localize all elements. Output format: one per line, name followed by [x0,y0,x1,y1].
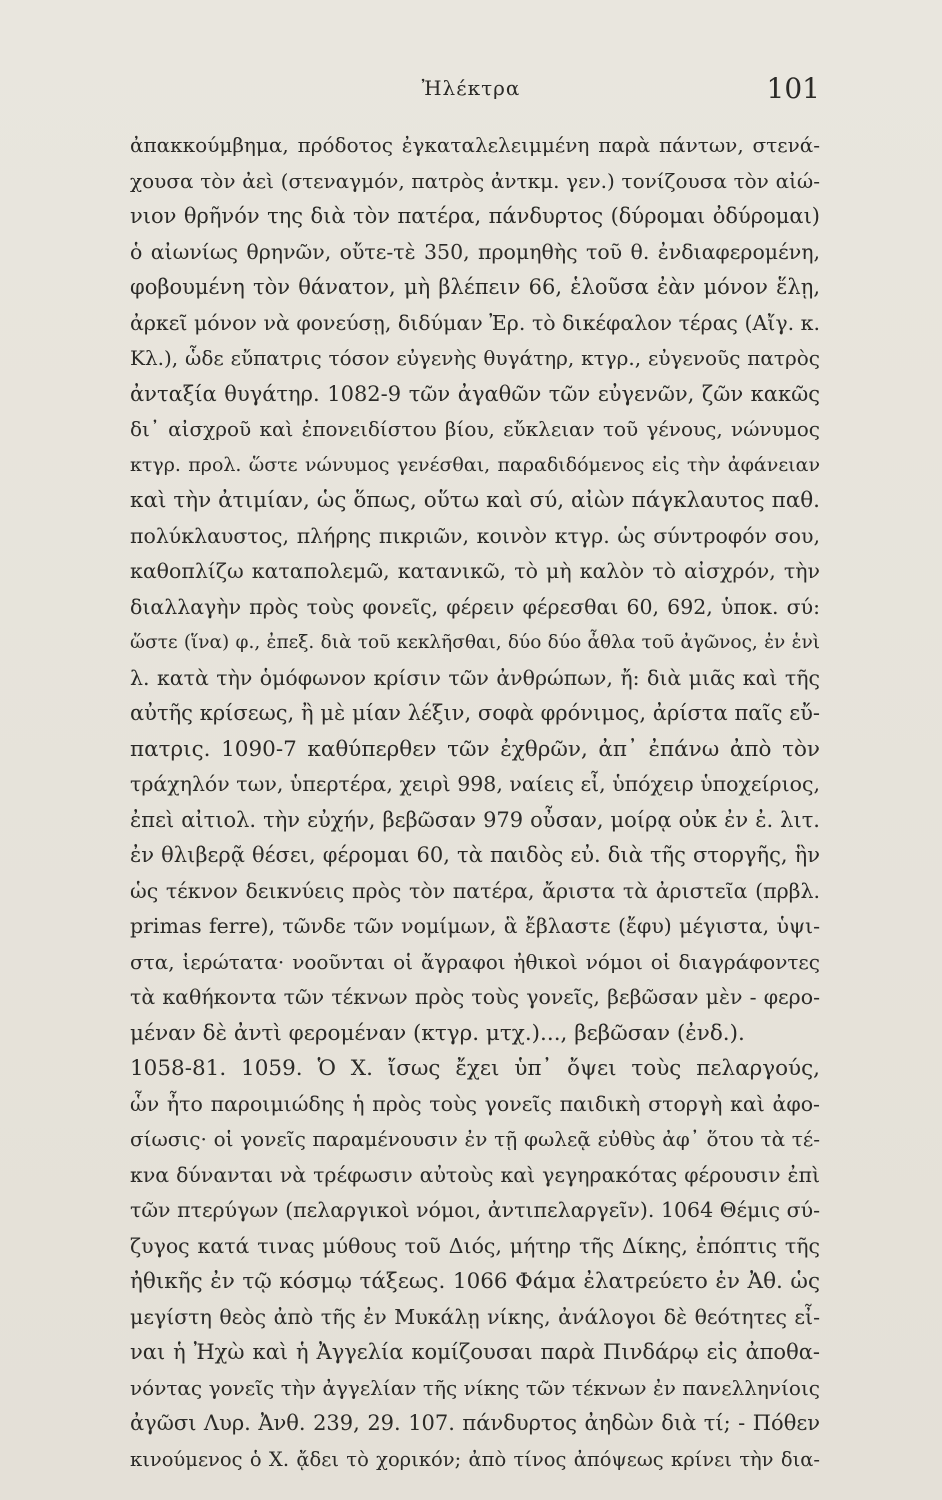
text-line: σίωσις· οἱ γονεῖς παραμένουσιν ἐν τῇ φωλεᾷ εὐθὺς ἀφ᾽ ὅτου τὰ τέ- [130,1127,820,1151]
text-line: 1058-81. 1059. Ὁ Χ. ἴσως ἔχει ὑπ᾽ ὄψει τοὺς πελαργούς, [130,1056,820,1081]
text-line: ἀγῶσι Λυρ. Ἀνθ. 239, 29. 107. πάνδυρτος ἀηδὼν διὰ τί; - Πόθεν [130,1411,820,1435]
page-number: 101 [766,72,820,105]
text-line: ὧν ἦτο παροιμιώδης ἡ πρὸς τοὺς γονεῖς παιδικὴ στοργὴ καὶ ἀφο- [130,1091,820,1116]
text-line: τῶν πτερύγων (πελαργικοὶ νόμοι, ἀντιπελαργεῖν). 1064 Θέμις σύ- [130,1198,820,1222]
text-line: Κλ.), ὧδε εὔπατρις τόσον εὐγενὴς θυγάτηρ, κτγρ., εὐγενοῦς πατρὸς [130,346,820,370]
commentary-text [130,128,820,1477]
text-line: μέναν δὲ ἀντὶ φερομέναν (κτγρ. μτχ.)..., βεβῶσαν (ἐνδ.). [130,1020,745,1046]
text-line: νόντας γονεῖς τὴν ἀγγελίαν τῆς νίκης τῶν τέκνων ἐν πανελληνίοις [130,1375,820,1400]
text-line: ἐν θλιβερᾷ θέσει, φέρομαι 60, τὰ παιδὸς εὐ. διὰ τῆς στοργῆς, ἣν [130,843,820,867]
text-line: τὰ καθήκοντα τῶν τέκνων πρὸς τοὺς γονεῖς, βεβῶσαν μὲν - φερο- [130,985,820,1009]
text-line: ζυγος κατά τινας μύθους τοῦ Διός, μήτηρ τῆς Δίκης, ἐπόπτις τῆς [130,1233,820,1258]
text-line: λ. κατὰ τὴν ὁμόφωνον κρίσιν τῶν ἀνθρώπων, ἤ: διὰ μιᾶς καὶ τῆς [130,665,820,690]
text-line: μεγίστη θεὸς ἀπὸ τῆς ἐν Μυκάλῃ νίκης, ἀνάλογοι δὲ θεότητες εἶ- [130,1304,820,1329]
text-line: νιον θρῆνόν της διὰ τὸν πατέρα, πάνδυρτος (δύρομαι ὀδύρομαι) [130,204,820,228]
text-line: ἀπακκούμβημα, πρόδοτος ἐγκαταλελειμμένη παρὰ πάντων, στενά- [130,133,820,157]
text-line: ἐπεὶ αἰτιολ. τὴν εὐχήν, βεβῶσαν 979 οὖσαν, μοίρᾳ οὐκ ἐν ἐ. λιτ. [130,807,820,832]
text-line: ὁ αἰωνίως θρηνῶν, οὔτε-τὲ 350, προμηθὴς τοῦ θ. ἐνδιαφερομένη, [130,239,820,264]
text-line: τράχηλόν των, ὑπερτέρα, χειρὶ 998, ναίεις εἶ, ὑπόχειρ ὑποχείριος, [130,772,820,796]
text-line: φοβουμένη τὸν θάνατον, μὴ βλέπειν 66, ἑλοῦσα ἐὰν μόνον ἕλῃ, [130,275,820,299]
text-line: primas ferre), τῶνδε τῶν νομίμων, ἃ ἔβλαστε (ἔφυ) μέγιστα, ὑψι- [130,914,820,938]
text-line: χουσα τὸν ἀεὶ (στεναγμόν, πατρὸς ἀντκμ. γεν.) τονίζουσα τὸν αἰώ- [130,168,820,193]
text-line: καὶ τὴν ἀτιμίαν, ὡς ὅπως, οὕτω καὶ σύ, αἰὼν πάγκλαυτος παθ. [130,488,820,513]
text-line: κνα δύνανται νὰ τρέφωσιν αὐτοὺς καὶ γεγηρακότας φέρουσιν ἐπὶ [130,1162,820,1187]
text-line: ἀρκεῖ μόνον νὰ φονεύσῃ, διδύμαν Ἐρ. τὸ δικέφαλον τέρας (Αἴγ. κ. [130,310,820,335]
text-line: κτγρ. προλ. ὥστε νώνυμος γενέσθαι, παραδιδόμενος εἰς τὴν ἀφάνειαν [130,453,820,476]
text-line: ὥστε (ἵνα) φ., ἐπεξ. διὰ τοῦ κεκλῆσθαι, δύο δύο ἆθλα τοῦ ἀγῶνος, ἐν ἑνὶ [130,632,820,653]
text-line: ὡς τέκνον δεικνύεις πρὸς τὸν πατέρα, ἄριστα τὰ ἀριστεῖα (πρβλ. [130,878,820,903]
running-title: Ἠλέκτρα [421,76,521,100]
text-line: καθοπλίζω καταπολεμῶ, κατανικῶ, τὸ μὴ καλὸν τὸ αἰσχρόν, τὴν [130,559,820,583]
text-line: ναι ἡ Ἠχὼ καὶ ἡ Ἀγγελία κομίζουσαι παρὰ Πινδάρῳ εἰς ἀποθα- [130,1340,820,1364]
text-line: πατρις. 1090-7 καθύπερθεν τῶν ἐχθρῶν, ἀπ᾽ ἐπάνω ἀπὸ τὸν [130,736,820,762]
text-line: δι᾽ αἰσχροῦ καὶ ἐπονειδίστου βίου, εὔκλειαν τοῦ γένους, νώνυμος [130,417,820,441]
text-line: ἠθικῆς ἐν τῷ κόσμῳ τάξεως. 1066 Φάμα ἐλατρεύετο ἐν Ἀθ. ὡς [130,1269,820,1294]
text-line: αὐτῆς κρίσεως, ἢ μὲ μίαν λέξιν, σοφὰ φρόνιμος, ἀρίστα παῖς εὔ- [130,701,820,725]
text-line: ἀνταξία θυγάτηρ. 1082-9 τῶν ἀγαθῶν τῶν εὐγενῶν, ζῶν κακῶς [130,381,820,406]
text-line: στα, ἱερώτατα· νοοῦνται οἱ ἄγραφοι ἠθικοὶ νόμοι οἱ διαγράφοντες [130,949,820,974]
text-line: κινούμενος ὁ Χ. ᾄδει τὸ χορικόν; ἀπὸ τίνος ἀπόψεως κρίνει τὴν δια- [130,1447,820,1471]
text-line: πολύκλαυστος, πλήρης πικριῶν, κοινὸν κτγρ. ὡς σύντροφόν σου, [130,523,820,548]
text-line: διαλλαγὴν πρὸς τοὺς φονεῖς, φέρειν φέρεσθαι 60, 692, ὑποκ. σύ: [130,594,820,619]
